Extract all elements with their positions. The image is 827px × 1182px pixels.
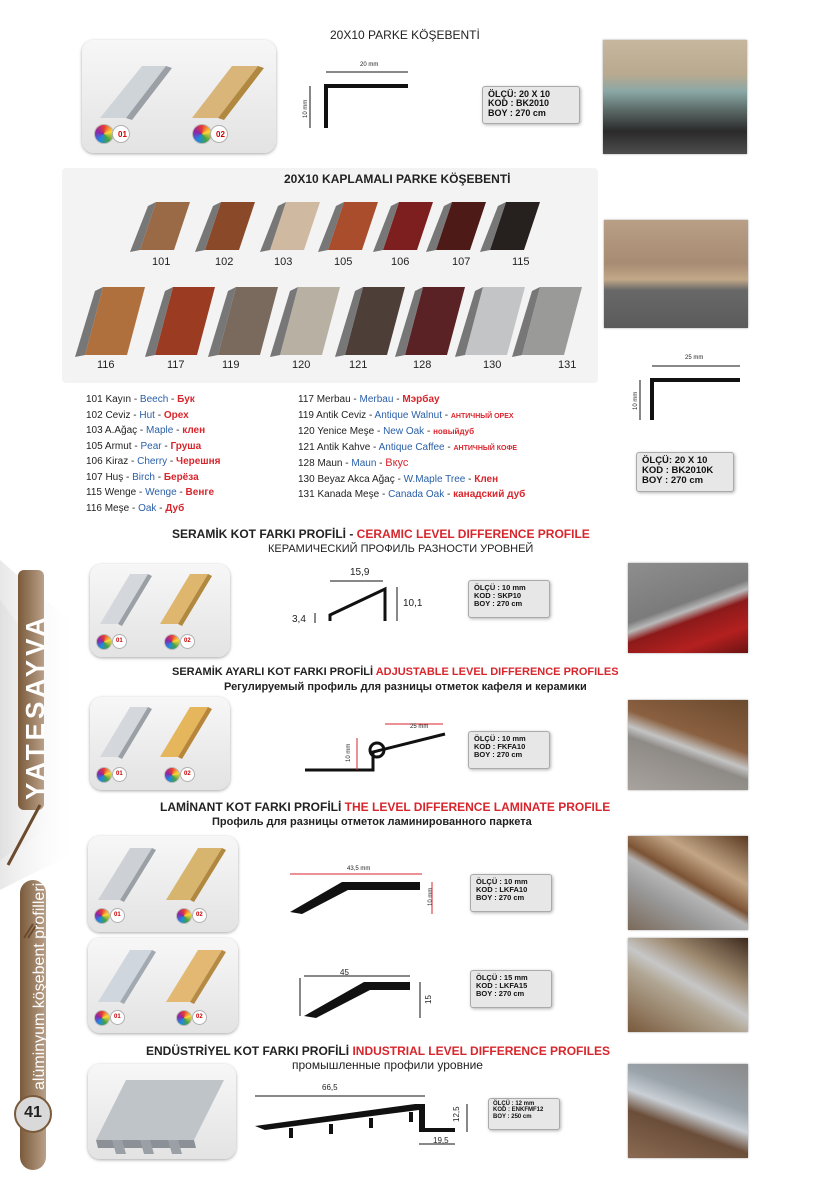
- finish-sample: 128: [395, 285, 465, 357]
- section-subtitle: Профиль для разницы отметок ламинированного паркета: [212, 816, 532, 828]
- dim-lip: 3,4: [292, 614, 306, 625]
- legend-item: 103 A.Ağaç - Maple - клен: [86, 425, 206, 436]
- swatch-code: 02: [184, 771, 191, 777]
- finish-sample: 131: [512, 285, 582, 357]
- product-card: [90, 697, 230, 790]
- swatch-code: 01: [114, 1014, 121, 1020]
- legend-item: 128 Maun - Maun - Вкус: [298, 457, 409, 469]
- section-title: SERAMİK KOT FARKI PROFİLİ - CERAMIC LEVEL DIFFERENCE PROFILE: [172, 527, 590, 541]
- dimension-drawing: [245, 1082, 485, 1152]
- color-wheel-icon: [96, 767, 112, 783]
- product-card: [88, 938, 238, 1033]
- color-wheel-icon: [94, 1010, 110, 1026]
- spec-box: ÖLÇÜ : 12 mm KOD : ENKFMF12 BOY : 250 cm: [488, 1098, 560, 1130]
- color-wheel-icon: [94, 124, 114, 144]
- category-vertical: alüminyum köşebent profilleri: [31, 882, 48, 1090]
- legend-item: 105 Armut - Pear - Груша: [86, 440, 202, 452]
- dim-width: 43,5 mm: [347, 866, 371, 872]
- finish-sample: 102: [195, 200, 255, 252]
- color-wheel-icon: [176, 908, 192, 924]
- dim-width: 20 mm: [360, 62, 379, 68]
- legend-item: 119 Antik Ceviz - Antique Walnut - АНТИЧНЫЙ ОРЕХ: [298, 409, 514, 421]
- dim-height: 10,1: [403, 598, 423, 609]
- spec-box: ÖLÇÜ : 10 mm KOD : LKFA10 BOY : 270 cm: [470, 874, 552, 912]
- product-card: [82, 40, 276, 153]
- finish-sample: 106: [373, 200, 433, 252]
- finish-sample: 105: [318, 200, 378, 252]
- dim-base: 19,5: [433, 1136, 449, 1145]
- dim-width: 25 mm: [410, 724, 429, 730]
- swatch-code: 01: [116, 771, 123, 777]
- dim-height: 12,5: [452, 1106, 461, 1122]
- dim-height: 10 mm: [633, 391, 639, 410]
- dim-height: 15: [424, 995, 433, 1004]
- finish-sample: 103: [260, 200, 320, 252]
- swatch-code: 01: [118, 130, 127, 139]
- spec-box: ÖLÇÜ : 10 mm KOD : FKFA10 BOY : 270 cm: [468, 731, 550, 769]
- color-wheel-icon: [164, 767, 180, 783]
- spec-box: ÖLÇÜ : 15 mm KOD : LKFA15 BOY : 270 cm: [470, 970, 552, 1008]
- page-number: 41: [24, 1104, 42, 1121]
- dim-width: 15,9: [350, 567, 370, 578]
- application-photo: [628, 563, 748, 653]
- section-title: 20X10 KAPLAMALI PARKE KÖŞEBENTİ: [284, 172, 511, 186]
- legend-item: 102 Ceviz - Hut - Орех: [86, 409, 189, 421]
- section-subtitle: промышленные профили уровние: [292, 1058, 483, 1072]
- dim-width: 45: [340, 968, 349, 977]
- legend-item: 115 Wenge - Wenge - Венге: [86, 487, 215, 498]
- application-photo: [628, 836, 748, 930]
- legend-item: 131 Kanada Meşe - Canada Oak - канадский дуб: [298, 489, 526, 500]
- finish-legend-left: [86, 392, 221, 516]
- finish-sample: 115: [480, 200, 540, 252]
- product-card: [88, 836, 238, 932]
- spec-box: ÖLÇÜ: 20 X 10 KOD : BK2010 BOY : 270 cm: [482, 86, 580, 124]
- finish-sample: 121: [335, 285, 405, 357]
- dim-width: 25 mm: [685, 355, 704, 361]
- legend-item: 106 Kiraz - Cherry - Черешня: [86, 456, 221, 467]
- dim-height: 10 mm: [303, 99, 309, 118]
- swatch-code: 02: [216, 130, 225, 139]
- finish-legend-right: [298, 392, 525, 503]
- finish-sample: 101: [130, 200, 190, 252]
- color-wheel-icon: [176, 1010, 192, 1026]
- section-subtitle: КЕРАМИЧЕСКИЙ ПРОФИЛЬ РАЗНОСТИ УРОВНЕЙ: [268, 543, 534, 555]
- legend-item: 130 Beyaz Akca Ağaç - W.Maple Tree - Клен: [298, 473, 499, 485]
- section-title: ENDÜSTRİYEL KOT FARKI PROFİLİ INDUSTRIAL LEVEL DIFFERENCE PROFILES: [146, 1044, 611, 1058]
- application-photo: [628, 938, 748, 1032]
- dimension-drawing: [295, 712, 465, 777]
- section-title: 20X10 PARKE KÖŞEBENTİ: [330, 28, 480, 42]
- finish-sample: 116: [75, 285, 145, 357]
- finish-sample: 120: [270, 285, 340, 357]
- application-photo: [628, 1064, 748, 1158]
- section-subtitle: Регулируемый профиль для разницы отметок кафеля и керамики: [224, 681, 587, 693]
- legend-item: 107 Huş - Birch - Берёза: [86, 471, 199, 483]
- product-card: [88, 1064, 236, 1159]
- spec-box: ÖLÇÜ: 20 X 10 KOD : BK2010K BOY : 270 cm: [636, 452, 734, 492]
- dimension-drawing: [290, 958, 450, 1028]
- swatch-code: 01: [116, 638, 123, 644]
- dimension-drawing: [630, 350, 760, 430]
- brand-vertical: YATESAYVA: [20, 613, 50, 800]
- color-wheel-icon: [96, 634, 112, 650]
- section-title: SERAMİK AYARLI KOT FARKI PROFİLİ ADJUSTABLE LEVEL DIFFERENCE PROFILES: [172, 666, 619, 678]
- legend-item: 120 Yenice Meşe - New Oak - новыйдуб: [298, 426, 475, 437]
- product-card: [90, 564, 230, 657]
- swatch-code: 02: [196, 912, 203, 918]
- finish-sample: 119: [208, 285, 278, 357]
- application-photo: [603, 40, 747, 154]
- finish-sample: 117: [145, 285, 215, 357]
- dim-height: 10 mm: [428, 887, 434, 906]
- color-wheel-icon: [192, 124, 212, 144]
- legend-item: 117 Merbau - Merbau - Мэрбау: [298, 394, 440, 405]
- swatch-code: 02: [196, 1014, 203, 1020]
- dim-width: 66,5: [322, 1083, 338, 1092]
- legend-item: 101 Kayın - Beech - Бук: [86, 394, 195, 405]
- color-wheel-icon: [94, 908, 110, 924]
- finish-sample: 107: [426, 200, 486, 252]
- section-title: LAMİNANT KOT FARKI PROFİLİ THE LEVEL DIFFERENCE LAMINATE PROFILE: [160, 800, 611, 814]
- dim-height: 10 mm: [346, 743, 352, 762]
- legend-item: 121 Antik Kahve - Antique Caffee - АНТИЧНЫЙ КОФЕ: [298, 441, 518, 453]
- legend-item: 116 Meşe - Oak - Дуб: [86, 502, 185, 514]
- color-wheel-icon: [164, 634, 180, 650]
- spec-box: ÖLÇÜ : 10 mm KOD : SKP10 BOY : 270 cm: [468, 580, 550, 618]
- application-photo: [628, 700, 748, 790]
- finish-sample: 130: [455, 285, 525, 357]
- application-photo: [604, 220, 748, 328]
- swatch-code: 01: [114, 912, 121, 918]
- dimension-drawing: [296, 58, 426, 138]
- swatch-code: 02: [184, 638, 191, 644]
- profile-image: [92, 48, 272, 128]
